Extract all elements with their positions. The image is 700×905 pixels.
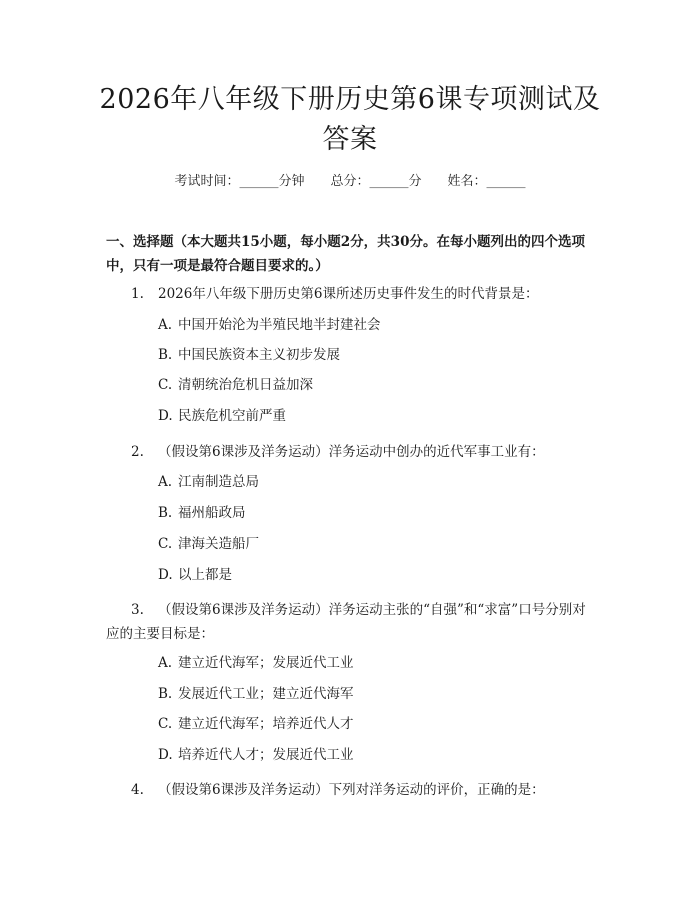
question-text: 2026年八年级下册历史第6课所述历史事件发生的时代背景是： <box>158 286 539 302</box>
option-letter: C. <box>158 536 173 552</box>
option-letter: D. <box>158 567 173 583</box>
option-text: 中国开始沦为半殖民地半封建社会 <box>178 317 381 333</box>
option-3-b <box>158 682 354 706</box>
option-letter: D. <box>158 747 173 763</box>
option-1-c <box>158 373 313 397</box>
option-text: 培养近代人才；发展近代工业 <box>178 747 354 763</box>
option-text: 清朝统治危机日益加深 <box>178 377 313 393</box>
question-text: （假设第6课涉及洋务运动）洋务运动中创办的近代军事工业有： <box>158 444 545 460</box>
option-3-d <box>158 743 354 767</box>
option-1-a <box>158 313 381 337</box>
option-letter: B. <box>158 505 173 521</box>
option-letter: C. <box>158 716 173 732</box>
option-text: 津海关造船厂 <box>178 536 259 552</box>
option-text: 中国民族资本主义初步发展 <box>178 347 340 363</box>
option-3-a <box>158 651 354 675</box>
option-letter: C. <box>158 377 173 393</box>
option-letter: A. <box>158 474 173 490</box>
question-number: 3. <box>131 602 144 618</box>
student-name-field: 姓名：______ <box>447 174 526 189</box>
option-text: 建立近代海军；培养近代人才 <box>178 716 354 732</box>
section-heading: 一、选择题（本大题共15小题，每小题2分，共30分。在每小题列出的四个选项中，只有一项是最符合题目要求的。） <box>106 234 585 274</box>
option-text: 福州船政局 <box>178 505 246 521</box>
option-2-a <box>158 470 259 494</box>
question-number: 1. <box>131 286 144 302</box>
question-number: 2. <box>131 444 144 460</box>
option-text: 以上都是 <box>178 567 232 583</box>
option-letter: D. <box>158 408 173 424</box>
option-1-d <box>158 404 286 428</box>
option-3-c <box>158 712 354 736</box>
option-letter: A. <box>158 655 173 671</box>
exam-info-line <box>0 170 700 189</box>
page-title: 2026年八年级下册历史第6课专项测试及答案 <box>99 84 601 155</box>
option-text: 民族危机空前严重 <box>178 408 286 424</box>
option-2-c <box>158 532 259 556</box>
option-2-b <box>158 501 246 525</box>
option-letter: B. <box>158 686 173 702</box>
option-1-b <box>158 343 340 367</box>
option-text: 发展近代工业；建立近代海军 <box>178 686 354 702</box>
option-2-d <box>158 563 232 587</box>
option-letter: A. <box>158 317 173 333</box>
exam-time-field: 考试时间：______分钟 <box>174 174 305 189</box>
option-text: 江南制造总局 <box>178 474 259 490</box>
question-text: （假设第6课涉及洋务运动）洋务运动主张的“自强”和“求富”口号分别对应的主要目标是： <box>106 602 586 642</box>
total-score-field: 总分：______分 <box>330 174 422 189</box>
option-letter: B. <box>158 347 173 363</box>
question-number: 4. <box>131 782 144 798</box>
question-text: （假设第6课涉及洋务运动）下列对洋务运动的评价，正确的是： <box>158 782 545 798</box>
option-text: 建立近代海军；发展近代工业 <box>178 655 354 671</box>
